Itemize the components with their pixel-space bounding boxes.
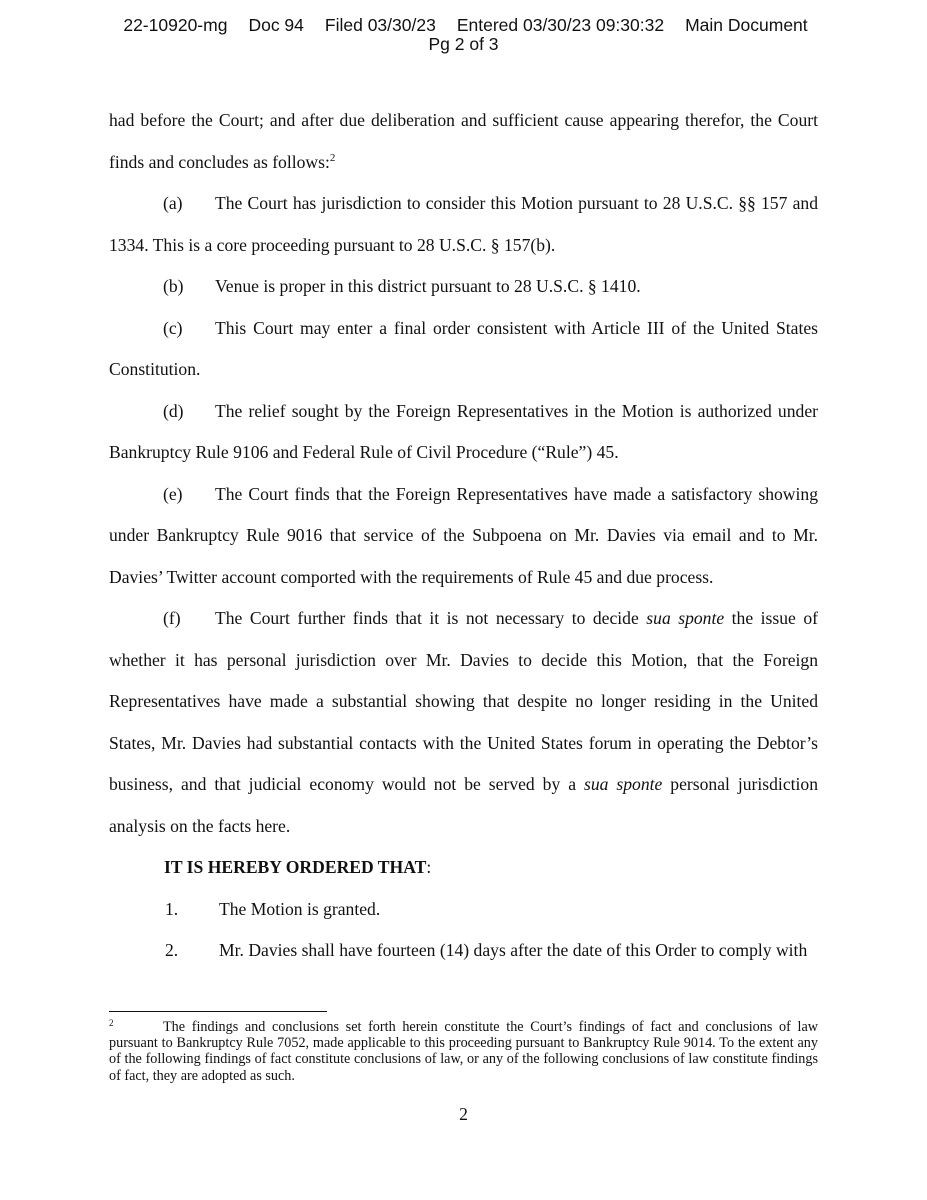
order-label: 1. [165, 898, 179, 919]
ordered-heading-text: IT IS HEREBY ORDERED THAT [164, 857, 427, 877]
finding-text: The Court finds that the Foreign Representatives have made a satisfactory showing under Bankruptcy Rule 9016 that service of the Subpoena on Mr. Davies via email and to Mr. Davies’ Twitter account comported with the requirements of Rule 45 and due process. [109, 483, 818, 587]
italic-term: sua sponte [646, 608, 725, 628]
ordered-heading-colon: : [426, 857, 432, 877]
filed-date: Filed 03/30/23 [324, 15, 436, 35]
intro-paragraph [109, 100, 818, 183]
finding-a [109, 183, 818, 266]
case-number: 22-10920-mg [123, 15, 228, 35]
finding-text: The relief sought by the Foreign Representatives in the Motion is authorized under Bankruptcy Rule 9106 and Federal Rule of Civil Procedure (“Rule”) 45. [109, 400, 818, 462]
italic-term: sua sponte [584, 774, 663, 794]
finding-label: (a) [163, 193, 183, 213]
page-number: 2 [459, 1104, 468, 1124]
document-body [109, 100, 818, 972]
finding-text: This Court may enter a final order consistent with Article III of the United States Constitution. [109, 317, 818, 379]
intro-text: had before the Court; and after due deliberation and sufficient cause appearing therefor, the Court finds and concludes as follows: [109, 110, 818, 172]
docket-number: Doc 94 [248, 15, 304, 35]
entered-date: Entered 03/30/23 09:30:32 [456, 15, 665, 35]
footnote: 2 The findings and conclusions set forth herein constitute the Court’s findings of fact and conclusions of law pursuant to Bankruptcy Rule 7052, made applicable to this proceeding pursuant to Bankruptcy Rule 9014. To the extent any of the following findings of fact constitute conclusions of law, or any of the following conclusions of law constitute findings of fact, they are adopted as such. [109, 1018, 818, 1084]
court-filing-stamp [0, 16, 927, 54]
finding-label: (c) [163, 317, 183, 338]
order-text: Mr. Davies shall have fourteen (14) days after the date of this Order to comply with [219, 940, 808, 960]
finding-label: (d) [163, 400, 184, 421]
finding-text-part: The Court further finds that it is not necessary to decide [215, 608, 647, 628]
footnote-reference: 2 [329, 151, 336, 164]
finding-e [109, 474, 818, 599]
order-label: 2. [165, 940, 179, 960]
finding-label: (e) [163, 483, 183, 504]
finding-f [109, 598, 818, 847]
finding-b [109, 266, 818, 308]
finding-c [109, 308, 818, 391]
finding-text: The Court has jurisdiction to consider this Motion pursuant to 28 U.S.C. §§ 157 and 1334. This is a core proceeding pursuant to 28 U.S.C. § 157(b). [109, 193, 818, 255]
page-of-count: Pg 2 of 3 [428, 34, 499, 54]
finding-text-part: personal jurisdiction analysis on the facts here. [109, 774, 819, 836]
order-item-1 [109, 889, 818, 931]
ordered-heading [109, 847, 818, 889]
order-text: The Motion is granted. [219, 898, 381, 919]
finding-label: (f) [163, 608, 181, 628]
finding-d [109, 391, 818, 474]
order-item-2 [109, 930, 818, 972]
footnote-divider [109, 1011, 327, 1012]
finding-label: (b) [163, 276, 184, 296]
finding-text: Venue is proper in this district pursuant to 28 U.S.C. § 1410. [215, 276, 641, 296]
footnote-text: The findings and conclusions set forth herein constitute the Court’s findings of fact and conclusions of law pursuant to Bankruptcy Rule 7052, made applicable to this proceeding pursuant to Bankruptcy Rule 9014. To the extent any of the following findings of fact constitute conclusions of law, or any of the following conclusions of law constitute findings of fact, they are adopted as such. [109, 1019, 818, 1084]
finding-text-part: the issue of whether it has personal jurisdiction over Mr. Davies to decide this Motion, that the Foreign Representatives have made a substantial showing that despite no longer residing in the United States, Mr. Davies had substantial contacts with the United States forum in operating the Debtor’s business, and that judicial economy would not be served by a [109, 608, 818, 794]
document-type: Main Document [685, 15, 808, 35]
